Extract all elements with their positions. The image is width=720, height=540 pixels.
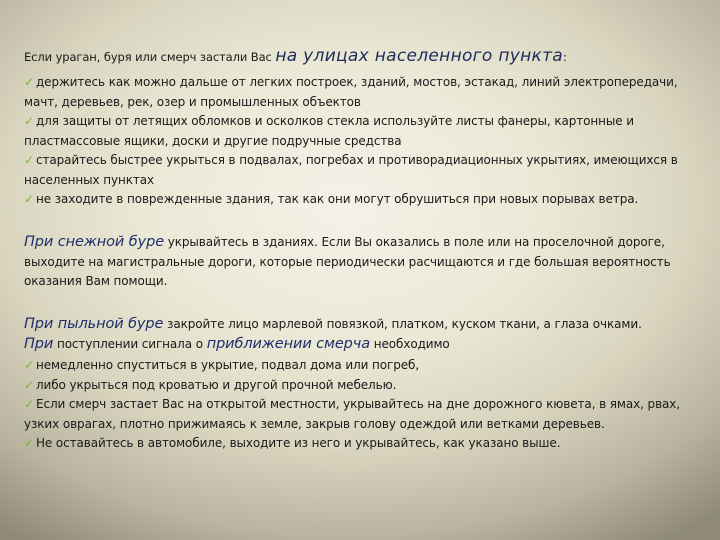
tornado-paragraph	[24, 335, 696, 355]
list-item	[24, 434, 696, 454]
snow-paragraph	[24, 233, 696, 292]
checkmark-icon: ✓	[24, 358, 34, 372]
list-item-text: не заходите в поврежденные здания, так как они могут обрушиться при новых порывах ветра.	[35, 192, 639, 206]
tornado-emphasis-1: При	[24, 336, 54, 352]
dust-text: закройте лицо марлевой повязкой, платком, куском ткани, а глаза очками.	[163, 317, 642, 331]
tornado-list	[24, 356, 696, 454]
snow-emphasis: При снежной буре	[24, 234, 165, 250]
list-item-text: старайтесь быстрее укрыться в подвалах, погребах и противорадиационных укрытиях, имеющихся в населенных пунктах	[24, 153, 678, 187]
list-item-text: держитесь как можно дальше от легких построек, зданий, мостов, эстакад, линий электропередачи, мачт, деревьев, рек, озер и промышленных объектов	[24, 75, 678, 109]
intro-text: Если ураган, буря или смерч застали Вас	[24, 50, 276, 64]
intro-line	[24, 47, 696, 68]
street-list	[24, 73, 696, 210]
checkmark-icon: ✓	[24, 436, 34, 450]
dust-paragraph	[24, 315, 696, 335]
tornado-text-2: необходимо	[370, 337, 450, 351]
checkmark-icon: ✓	[24, 192, 34, 206]
list-item	[24, 151, 696, 190]
list-item	[24, 112, 696, 151]
checkmark-icon: ✓	[24, 75, 34, 89]
list-item	[24, 376, 696, 396]
tornado-text-1: поступлении сигнала о	[53, 337, 207, 351]
checkmark-icon: ✓	[24, 397, 34, 411]
tornado-emphasis-2: приближении смерча	[206, 336, 371, 352]
list-item	[24, 356, 696, 376]
intro-suffix: :	[563, 50, 567, 64]
list-item-text: Если смерч застает Вас на открытой местности, укрывайтесь на дне дорожного кювета, в ямах, рвах, узких оврагах, плотно прижимаясь к земле, закрыв голову одеждой или ветками деревьев.	[24, 397, 681, 431]
list-item-text: для защиты от летящих обломков и осколков стекла используйте листы фанеры, картонные и пластмассовые ящики, доски и другие подручные средства	[24, 114, 634, 148]
list-item	[24, 73, 696, 112]
dust-emphasis: При пыльной буре	[24, 316, 164, 332]
list-item	[24, 395, 696, 434]
list-item-text: Не оставайтесь в автомобиле, выходите из него и укрывайтесь, как указано выше.	[35, 436, 561, 450]
list-item-text: немедленно спуститься в укрытие, подвал дома или погреб,	[35, 358, 420, 372]
list-item	[24, 190, 696, 210]
checkmark-icon: ✓	[24, 377, 34, 392]
snow-text: укрывайтесь в зданиях. Если Вы оказались в поле или на проселочной дороге, выходите на магистральные дороги, которые периодически расчищаются и где большая вероятность оказания Вам помощи.	[24, 235, 671, 288]
checkmark-icon: ✓	[24, 153, 34, 167]
list-item-text: либо укрыться под кроватью и другой прочной мебелью.	[35, 377, 397, 392]
checkmark-icon: ✓	[24, 114, 34, 128]
intro-emphasis: на улицах населенного пункта	[275, 46, 563, 66]
